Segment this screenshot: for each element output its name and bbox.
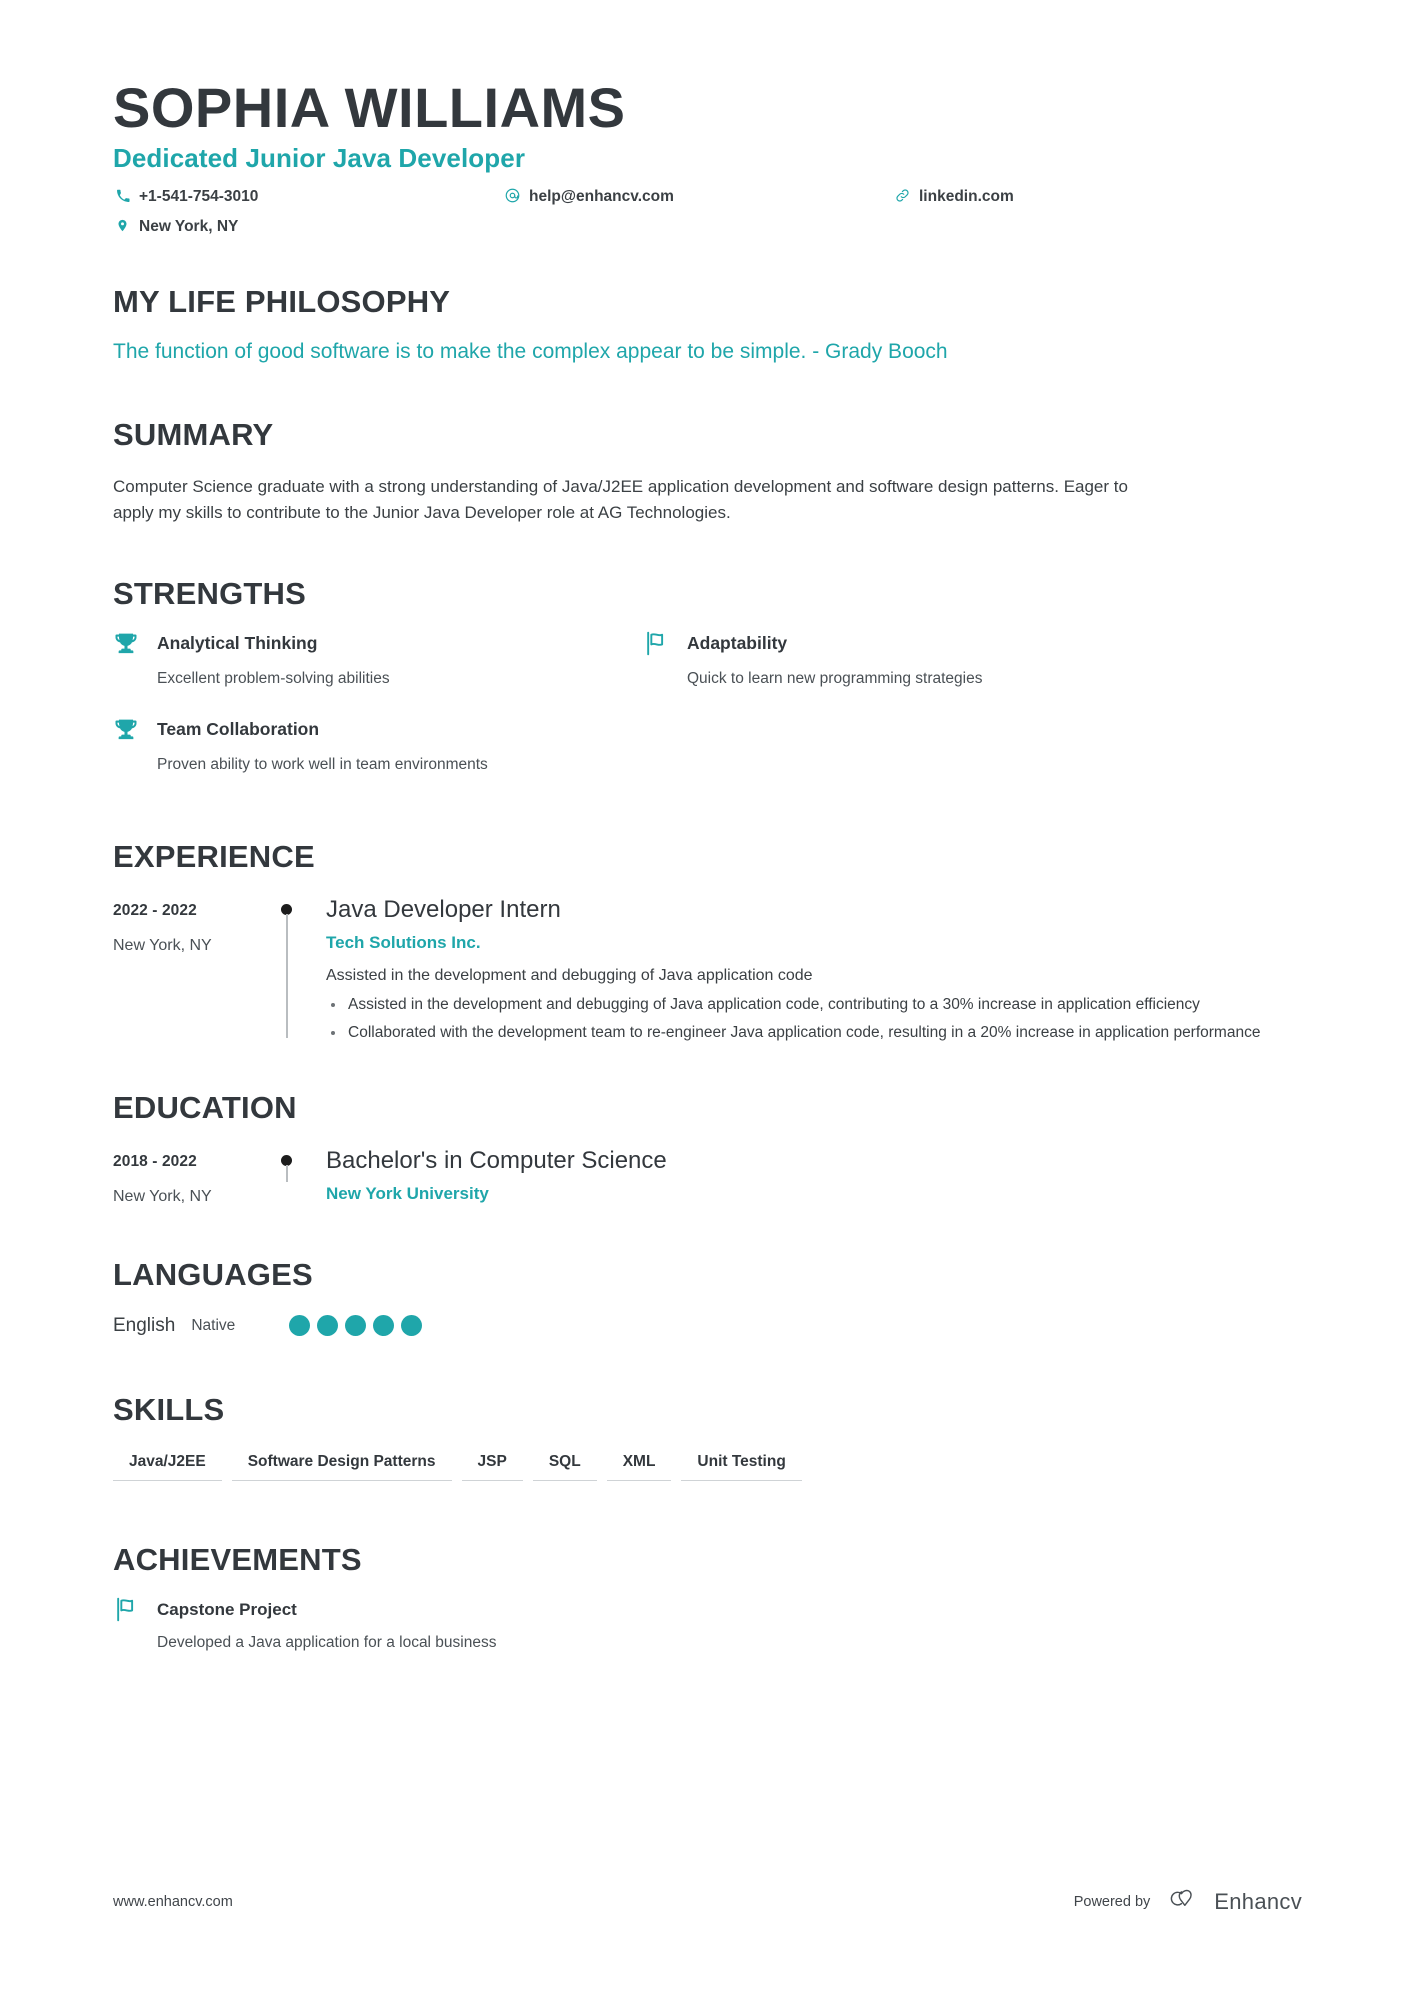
contact-linkedin[interactable]	[893, 187, 1053, 207]
education-date: 2018 - 2022	[113, 1153, 197, 1171]
strength-name: Adaptability	[687, 633, 788, 654]
resume-header	[113, 78, 1302, 237]
contact-location	[113, 217, 503, 237]
link-icon	[893, 187, 912, 204]
strength-description: Proven ability to work well in team environments	[157, 755, 488, 773]
contact-list	[113, 187, 1053, 236]
timeline-rail	[268, 1147, 326, 1206]
contact-email[interactable]	[503, 187, 893, 207]
timeline-rail	[268, 896, 326, 1044]
trophy-icon	[113, 629, 147, 659]
section-heading-achievements: ACHIEVEMENTS	[113, 1541, 362, 1577]
enhancv-logo-icon	[1163, 1886, 1205, 1917]
strength-item	[113, 629, 643, 690]
flag-icon	[113, 1595, 147, 1625]
achievement-description: Developed a Java application for a local business	[157, 1633, 497, 1651]
rating-dot-filled	[289, 1315, 310, 1336]
section-philosophy	[113, 285, 1302, 366]
flag-icon	[643, 629, 677, 659]
timeline-line	[286, 1165, 288, 1182]
page-title: SOPHIA WILLIAMS	[113, 76, 626, 139]
skill-chip: SQL	[533, 1449, 597, 1481]
experience-subtitle: Assisted in the development and debugging of Java application code	[326, 967, 813, 985]
contact-location-text: New York, NY	[139, 217, 239, 235]
page-footer	[113, 1886, 1302, 1917]
language-rating	[289, 1315, 422, 1336]
footer-url[interactable]: www.enhancv.com	[113, 1893, 233, 1910]
section-languages	[113, 1258, 1302, 1336]
achievement-name: Capstone Project	[157, 1599, 297, 1619]
section-heading-skills: SKILLS	[113, 1391, 225, 1427]
phone-icon	[113, 187, 132, 204]
list-item: Assisted in the development and debugging of Java application code, contributing to a 30% increase in application efficiency	[326, 994, 1286, 1016]
section-experience	[113, 840, 1302, 1044]
skill-chip: Unit Testing	[681, 1449, 801, 1481]
achievement-header	[113, 1595, 1302, 1625]
education-location: New York, NY	[113, 1188, 212, 1206]
list-item: Collaborated with the development team to re-engineer Java application code, resulting in a 20% increase in application performance	[326, 1022, 1286, 1044]
enhancv-brand-name: Enhancv	[1214, 1888, 1302, 1914]
contact-phone[interactable]	[113, 187, 503, 207]
skill-chip: Java/J2EE	[113, 1449, 222, 1481]
summary-text: Computer Science graduate with a strong understanding of Java/J2EE application development and software design patterns. Eager to apply my skills to contribute to the Junior Java Developer role at AG Technologies.	[113, 477, 1128, 522]
rating-dot-filled	[401, 1315, 422, 1336]
language-level: Native	[191, 1316, 236, 1334]
experience-meta	[113, 896, 268, 1044]
rating-dot-filled	[373, 1315, 394, 1336]
job-title: Dedicated Junior Java Developer	[113, 143, 526, 174]
education-meta	[113, 1147, 268, 1206]
experience-date: 2022 - 2022	[113, 902, 197, 920]
strength-header	[113, 629, 623, 659]
strength-name: Team Collaboration	[157, 719, 320, 740]
experience-role: Java Developer Intern	[326, 896, 561, 924]
achievement-item	[113, 1595, 1302, 1652]
strength-name: Analytical Thinking	[157, 633, 318, 654]
education-school: New York University	[326, 1184, 489, 1204]
skill-chip: XML	[607, 1449, 672, 1481]
section-heading-experience: EXPERIENCE	[113, 839, 315, 875]
education-degree: Bachelor's in Computer Science	[326, 1147, 667, 1175]
strength-description: Quick to learn new programming strategies	[687, 669, 983, 687]
strength-description: Excellent problem-solving abilities	[157, 669, 390, 687]
section-summary	[113, 418, 1302, 526]
section-education	[113, 1091, 1302, 1206]
contact-phone-text: +1-541-754-3010	[139, 188, 259, 206]
experience-company: Tech Solutions Inc.	[326, 933, 481, 953]
powered-by-label: Powered by	[1073, 1893, 1151, 1910]
experience-location: New York, NY	[113, 937, 212, 955]
skill-chip: Software Design Patterns	[232, 1449, 452, 1481]
philosophy-quote: The function of good software is to make the complex appear to be simple. - Grady Booch	[113, 339, 948, 363]
skills-list	[113, 1449, 1302, 1481]
strength-header	[643, 629, 1153, 659]
section-achievements	[113, 1543, 1302, 1652]
strength-item	[113, 715, 643, 776]
rating-dot-filled	[345, 1315, 366, 1336]
section-heading-languages: LANGUAGES	[113, 1257, 313, 1293]
footer-brand-area	[1074, 1886, 1302, 1917]
section-strengths	[113, 577, 1302, 800]
rating-dot-filled	[317, 1315, 338, 1336]
section-heading-strengths: STRENGTHS	[113, 575, 306, 611]
section-heading-education: EDUCATION	[113, 1090, 297, 1126]
section-heading-philosophy: MY LIFE PHILOSOPHY	[113, 283, 451, 319]
strength-header	[113, 715, 623, 745]
contact-linkedin-text: linkedin.com	[919, 188, 1014, 206]
experience-body	[326, 896, 1302, 1044]
location-pin-icon	[113, 217, 132, 234]
language-item	[113, 1315, 1302, 1337]
enhancv-brand	[1163, 1886, 1302, 1917]
skill-chip: JSP	[462, 1449, 523, 1481]
contact-email-text: help@enhancv.com	[529, 188, 674, 206]
email-icon	[503, 187, 522, 204]
education-body	[326, 1147, 1302, 1206]
strength-item	[643, 629, 1173, 690]
strengths-list	[113, 629, 1302, 800]
experience-entry	[113, 896, 1302, 1044]
education-entry	[113, 1147, 1302, 1206]
trophy-icon	[113, 715, 147, 745]
language-name: English	[113, 1314, 176, 1336]
section-skills	[113, 1393, 1302, 1481]
timeline-line	[286, 914, 288, 1038]
section-heading-summary: SUMMARY	[113, 417, 274, 453]
experience-bullets	[326, 994, 1302, 1044]
